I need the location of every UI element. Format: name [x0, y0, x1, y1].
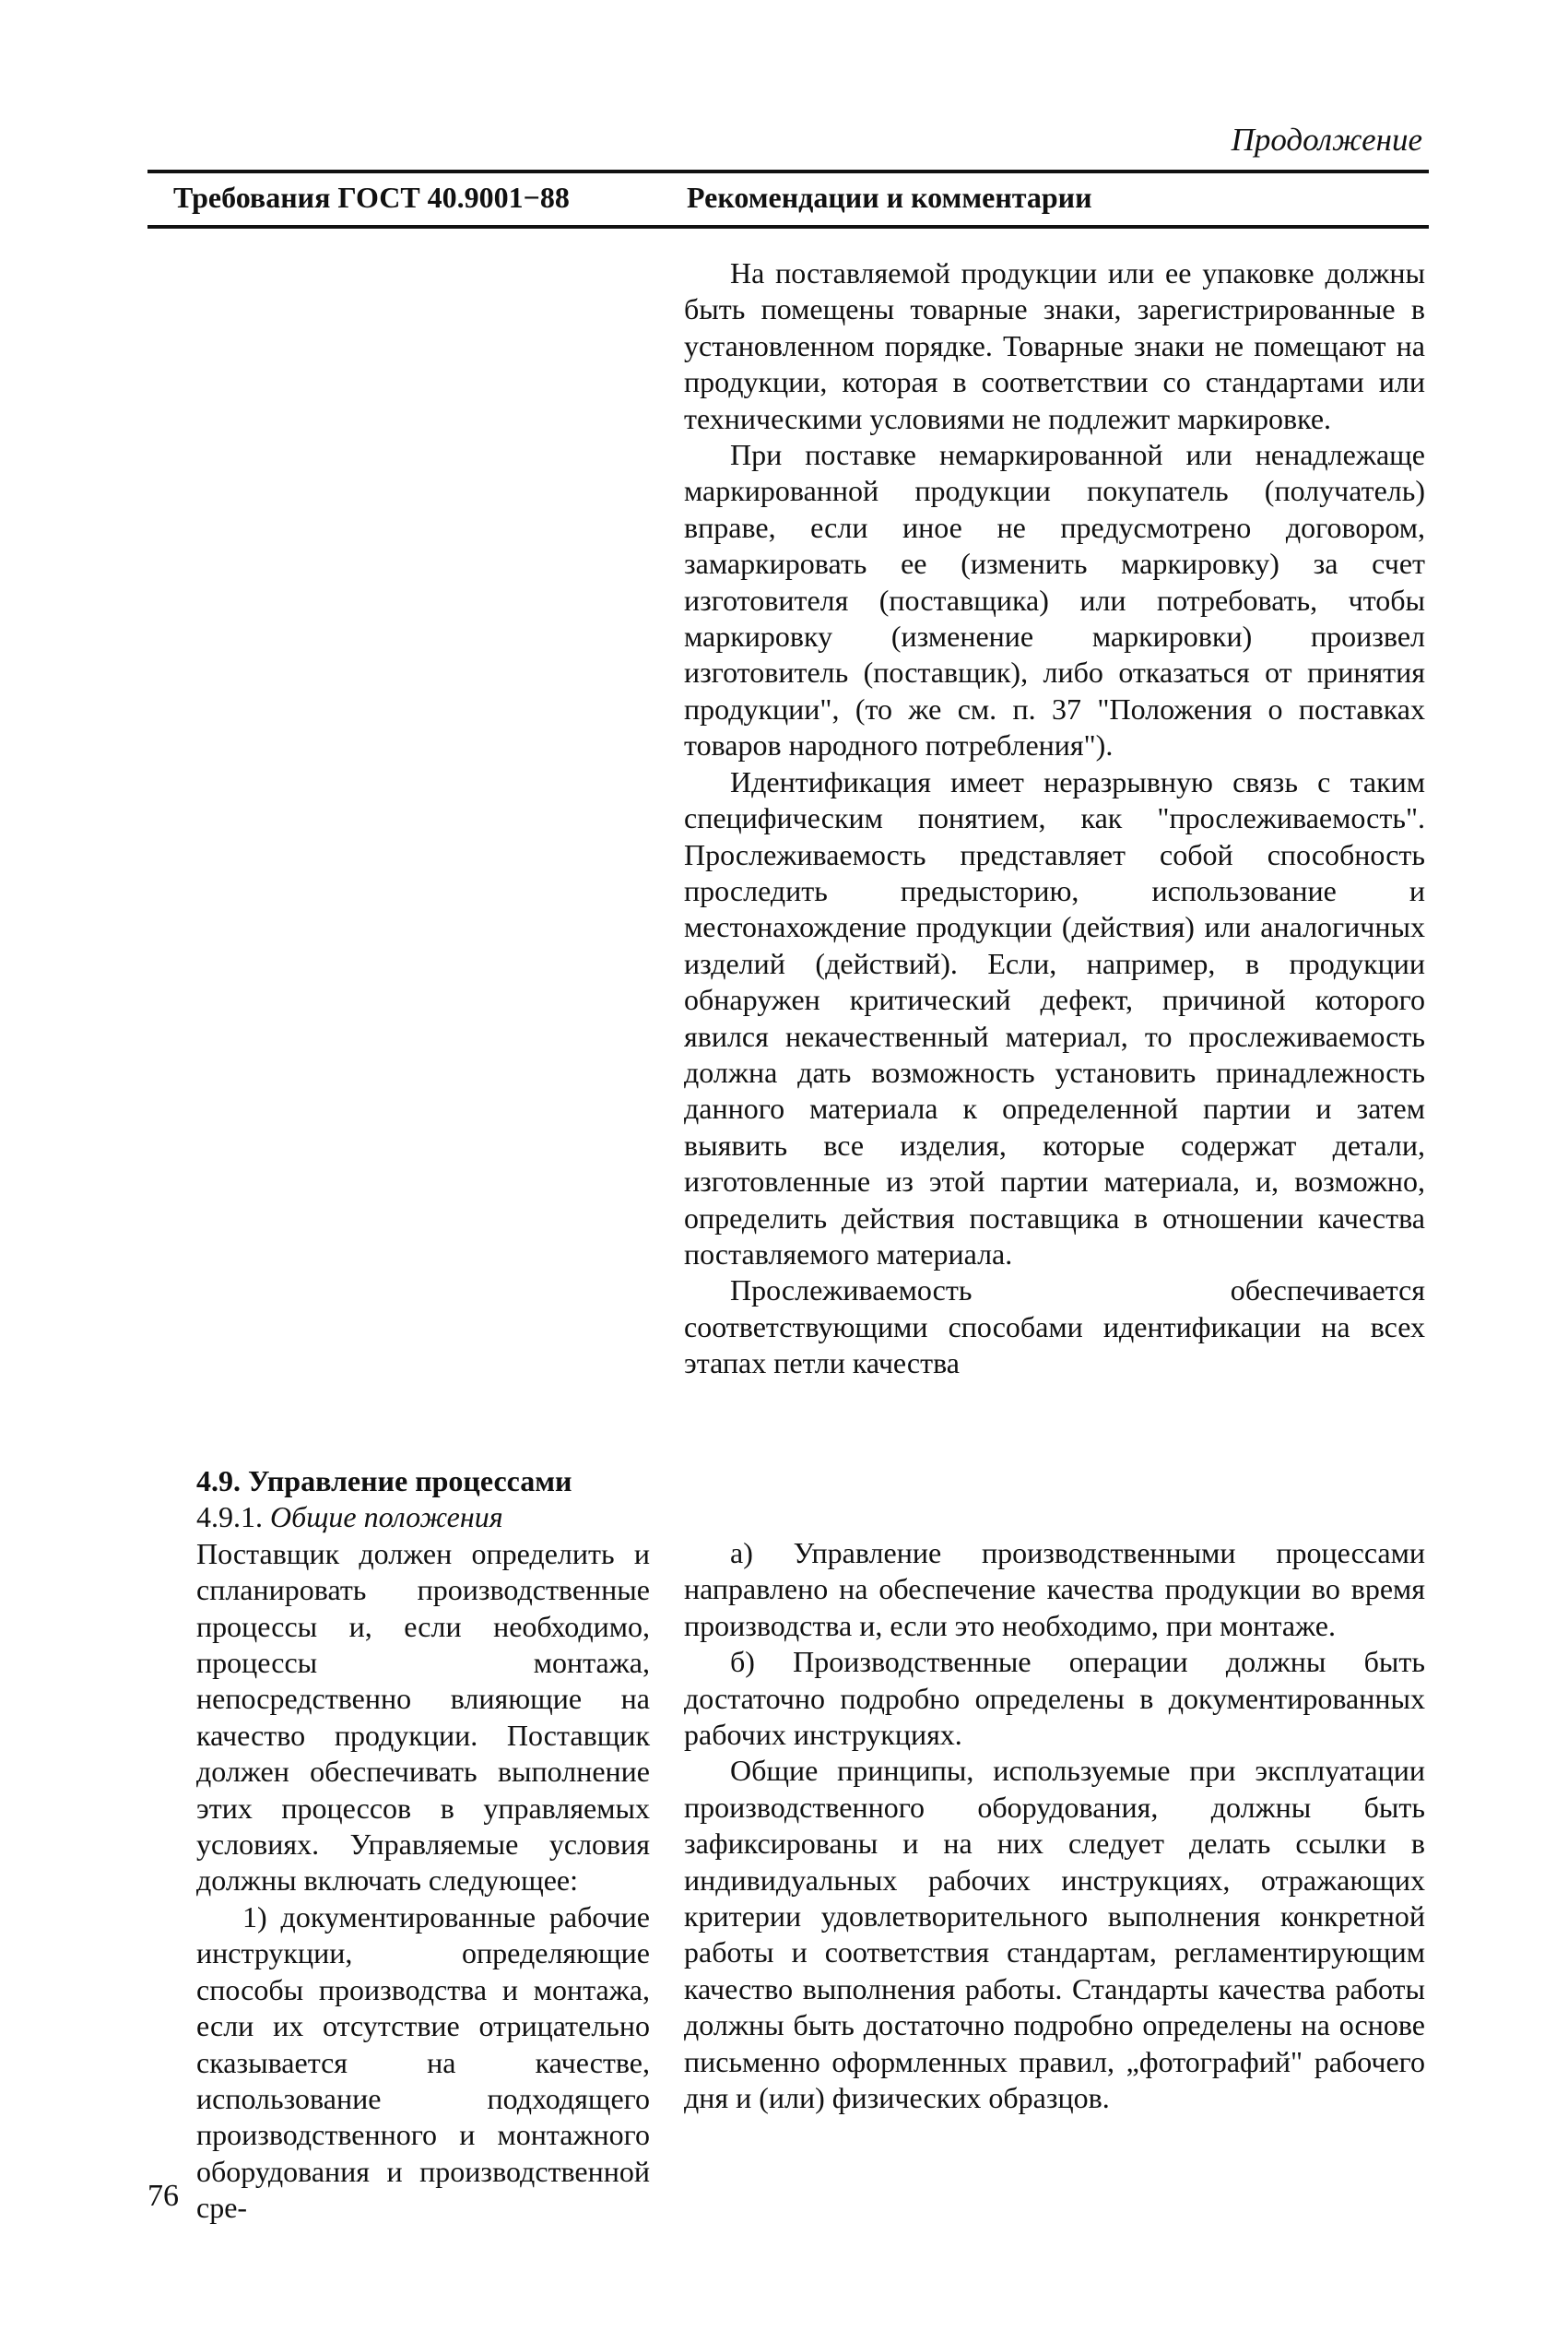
paragraph-trademarks: На поставляемой продукции или ее упаковке должны быть помещены товарные знаки, зарегистрированные в установленном порядке. Товарные знаки не помещают на продукции, которая в соответствии со стандартами или техническими условиями не подлежит маркировке.	[684, 256, 1425, 435]
requirement-paragraph: Поставщик должен определить и спланировать производственные процессы и, если необходимо, процессы монтажа, непосредственно влияющие на качество продукции. Поставщик должен обеспечивать выполнение этих процессов в управляемых условиях. Управляемые условия должны включать следующее:	[196, 1536, 650, 1898]
paragraph-b: б) Производственные операции должны быть достаточно подробно определены в документированных рабочих инструкциях.	[684, 1645, 1425, 1752]
left-column-heading: Требования ГОСТ 40.9001−88	[173, 181, 570, 214]
subsection-number: 4.9.1.	[196, 1500, 263, 1534]
right-column-heading: Рекомендации и комментарии	[687, 181, 1092, 214]
subsection-heading	[196, 1499, 650, 1535]
section-title: 4.9. Управление процессами	[196, 1464, 572, 1497]
paragraph-principles: Общие принципы, используемые при эксплуатации производственного оборудования, должны быть зафиксированы и на них следует делать ссылки в индивидуальных рабочих инструкциях, отражающих критерии удовлетворительного выполнения конкретной работы и соответствия стандартам, регламентирующим качество выполнения работы. Стандарты качества работы должны быть достаточно подробно определены на основе письменно оформленных правил, „фотографий" рабочего дня и (или) физических образцов.	[684, 1754, 1425, 2115]
paragraph-unmarked-delivery: При поставке немаркированной или ненадлежаще маркированной продукции покупатель (получатель) вправе, если иное не предусмотрено договором, замаркировать ее (изменить маркировку) за счет изготовителя (поставщика) или потребовать, чтобы маркировку (изменение маркировки) произвел изготовитель (поставщик), либо отказаться от принятия продукции", (то же см. п. 37 "Положения о поставках товаров народного потребления").	[684, 438, 1425, 763]
paragraph-a: а) Управление производственными процессами направлено на обеспечение качества продукции во время производства и, если это необходимо, при монтаже.	[684, 1536, 1425, 1642]
continuation-label: Продолжение	[1231, 122, 1422, 158]
paragraph-identification: Прослеживаемость обеспечивается соответствующими способами идентификации на всех этапах петли качества	[684, 1273, 1425, 1380]
right-column-bottom	[684, 1535, 1425, 2117]
section-heading	[196, 1463, 650, 1499]
paragraph-traceability: Идентификация имеет неразрывную связь с таким специфическим понятием, как "прослеживаемость". Прослеживаемость представляет собой способность проследить предысторию, использование и местонахождение продукции (действия) или аналогичных изделий (действий). Если, например, в продукции обнаружен критический дефект, причиной которого явился некачественный материал, то прослеживаемость должна дать возможность установить принадлежность данного материала к определенной партии и затем выявить все изделия, которые содержат детали, изготовленные из этой партии материала, и, возможно, определить действия поставщика в отношении качества поставляемого материала.	[684, 764, 1425, 1271]
subsection-title: Общие положения	[270, 1500, 503, 1534]
requirement-item-1: 1) документированные рабочие инструкции, определяющие способы производства и монтажа, если их отсутствие отрицательно сказывается на качестве, использование подходящего производственного и монтажного оборудования и производственной сре-	[196, 1899, 650, 2225]
right-column-top	[684, 255, 1425, 1382]
header-top-rule	[147, 170, 1429, 173]
header-bottom-rule	[147, 225, 1429, 229]
left-column	[196, 1463, 650, 2227]
page-number: 76	[147, 2179, 179, 2213]
